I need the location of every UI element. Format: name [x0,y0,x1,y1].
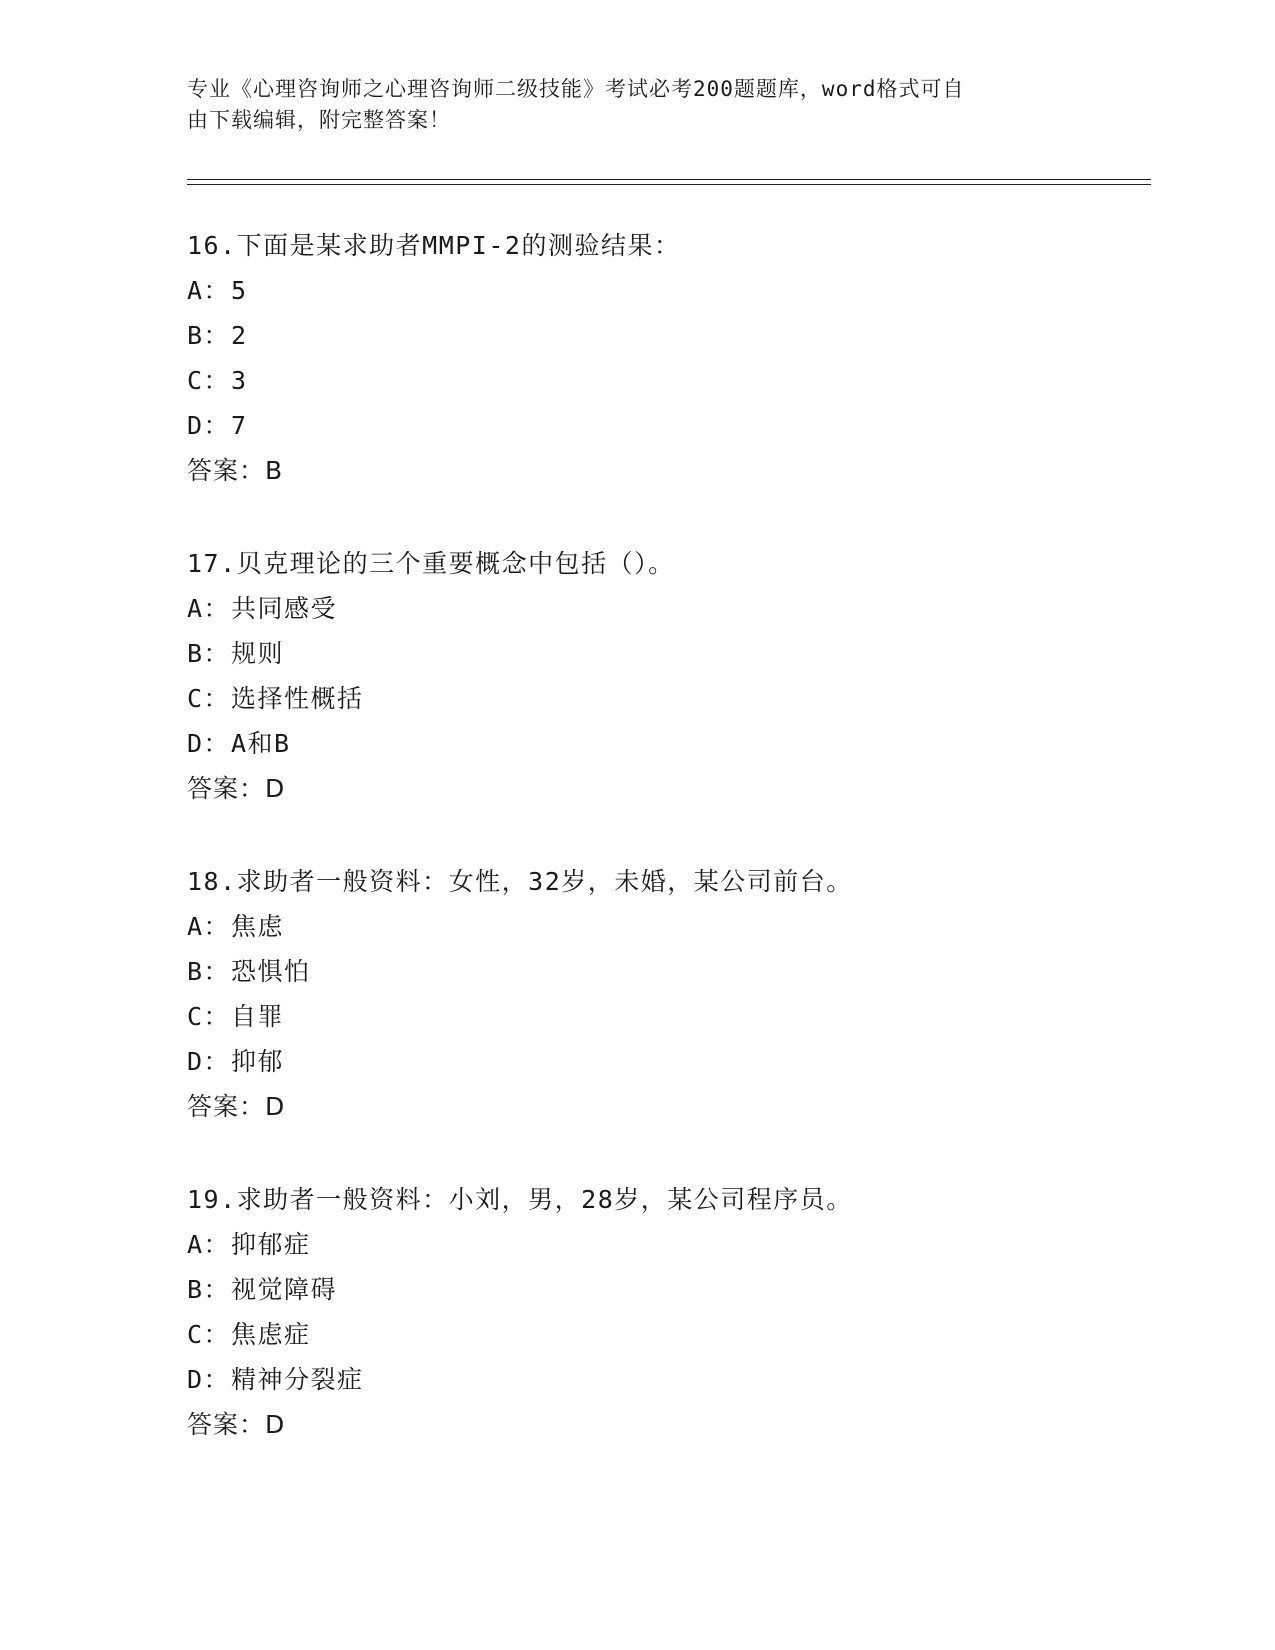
option-a [187,276,1151,321]
option-text: 恐惧怕 [231,957,311,986]
answer-line: 答案：D [187,1410,286,1439]
question-16 [187,231,1151,549]
option-text: 5 [231,276,248,305]
question-stem: 16.下面是某求助者MMPI-2的测验结果： [187,231,681,260]
option-b [187,639,1151,684]
option-text: 规则 [231,639,285,668]
question-stem: 19.求助者一般资料：小刘，男，28岁，某公司程序员。 [187,1185,853,1214]
option-letter: A： [187,276,231,305]
option-c [187,366,1151,411]
option-letter: B： [187,321,231,350]
question-stem: 18.求助者一般资料：女性，32岁，未婚，某公司前台。 [187,867,853,896]
option-c [187,1320,1151,1365]
option-letter: C： [187,366,231,395]
option-text: 焦虑症 [231,1320,311,1349]
option-letter: D： [187,1365,231,1394]
option-letter: C： [187,1002,231,1031]
option-c [187,1002,1151,1047]
option-text: 视觉障碍 [231,1275,338,1304]
option-letter: D： [187,729,231,758]
option-text: 自罪 [231,1002,285,1031]
option-b [187,321,1151,366]
option-b [187,1275,1151,1320]
option-letter: B： [187,957,231,986]
option-letter: A： [187,912,231,941]
option-text: 精神分裂症 [231,1365,364,1394]
option-letter: A： [187,1230,231,1259]
option-text: A和B [231,729,291,758]
option-d [187,1365,1151,1410]
option-d [187,411,1151,456]
option-letter: D： [187,411,231,440]
option-text: 抑郁 [231,1047,285,1076]
document-header [187,74,1067,136]
option-letter: C： [187,684,231,713]
option-text: 焦虑 [231,912,285,941]
option-text: 抑郁症 [231,1230,311,1259]
header-line-1: 专业《心理咨询师之心理咨询师二级技能》考试必考200题题库，word格式可自 [187,77,965,101]
option-text: 2 [231,321,248,350]
option-text: 3 [231,366,248,395]
option-b [187,957,1151,1002]
header-line-2: 由下载编辑，附完整答案！ [187,108,451,132]
question-17 [187,549,1151,867]
option-text: 7 [231,411,248,440]
question-18 [187,867,1151,1185]
option-letter: A： [187,594,231,623]
question-stem: 17.贝克理论的三个重要概念中包括（）。 [187,549,675,578]
option-text: 选择性概括 [231,684,364,713]
answer-line: 答案：B [187,456,284,485]
option-d [187,1047,1151,1092]
option-letter: B： [187,1275,231,1304]
option-a [187,912,1151,957]
option-a [187,1230,1151,1275]
option-letter: B： [187,639,231,668]
option-d [187,729,1151,774]
answer-line: 答案：D [187,774,286,803]
question-list [187,231,1151,1503]
option-letter: C： [187,1320,231,1349]
option-a [187,594,1151,639]
option-text: 共同感受 [231,594,338,623]
option-letter: D： [187,1047,231,1076]
option-c [187,684,1151,729]
answer-line: 答案：D [187,1092,286,1121]
question-19 [187,1185,1151,1503]
double-rule-divider [187,179,1151,185]
